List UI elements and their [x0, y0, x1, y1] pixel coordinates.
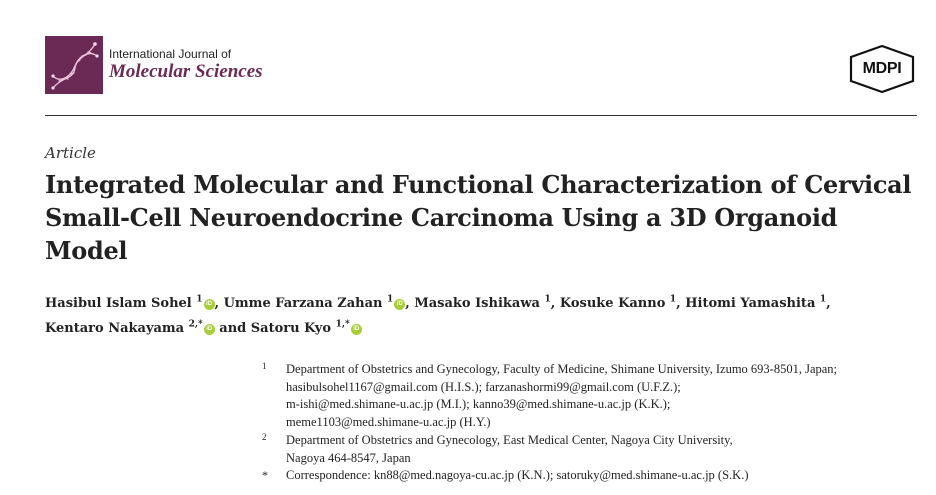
author-affiliation-mark: 2,* [188, 319, 203, 330]
author-affiliation-mark: 1 [819, 294, 827, 305]
author-affiliation-mark: 1 [387, 294, 394, 305]
affiliation-mark: 2 [262, 431, 267, 442]
affiliation-mark: 1 [262, 361, 267, 371]
affiliation-line[interactable]: Correspondence: kn88@med.nagoya-cu.ac.jp (K.N.); satoruky@med.shimane-u.ac.jp (S.K.) [286, 468, 749, 483]
author[interactable] [560, 296, 676, 311]
author[interactable] [414, 296, 550, 311]
author-name: Masako Ishikawa [414, 296, 540, 311]
article-title: Integrated Molecular and Functional Characterization of Cervical Small-Cell Neuroendocrine Carcinoma Using a 3D Organoid Model [45, 170, 912, 265]
dna-helix-icon [45, 36, 103, 94]
orcid-icon[interactable]: iD [351, 324, 362, 335]
author[interactable] [45, 296, 215, 311]
journal-logo[interactable] [45, 36, 103, 94]
affiliation [262, 361, 932, 432]
author-affiliation-mark: 1 [196, 294, 203, 305]
affiliation-line: Department of Obstetrics and Gynecology, East Medical Center, Nagoya City University, [286, 432, 733, 447]
affiliation-line: Department of Obstetrics and Gynecology, Faculty of Medicine, Shimane University, Izumo 693-8501, Japan; [286, 362, 838, 376]
affiliation-line[interactable]: meme1103@med.shimane-u.ac.jp (H.Y.) [286, 415, 491, 430]
author-name: Kosuke Kanno [559, 296, 666, 311]
author-affiliation-mark: 1 [544, 294, 551, 305]
journal-name [109, 47, 263, 83]
author-name: Hasibul Islam Sohel [45, 296, 192, 311]
affiliation-mark: * [262, 468, 268, 483]
author-list: Hasibul Islam Sohel $^1$ iD , Umme Farzana Zahan $^1$ iD , Masako Ishikawa $^1$, Kosuke Kanno $^1$, Hitomi Yamashita $^1$, Kentaro Nakayama $^{2,*}$ iD and Satoru Kyo $^{1,*}$ iD [45, 294, 831, 336]
orcid-icon[interactable]: iD [394, 299, 405, 310]
author[interactable] [224, 296, 406, 311]
authors-joiner: and [219, 321, 247, 336]
affiliation-line[interactable]: hasibulsohel1167@gmail.com (H.I.S.); farzanashormi99@gmail.com (U.F.Z.); [286, 379, 681, 394]
affiliation [262, 432, 932, 467]
publisher-logo[interactable] [847, 44, 917, 94]
orcid-icon[interactable]: iD [204, 324, 215, 335]
journal-name-line2: Molecular Sciences [109, 61, 263, 82]
journal-name-line1: International Journal of [109, 47, 232, 61]
publisher-name: MDPI [862, 60, 902, 77]
author[interactable] [45, 321, 215, 336]
affiliation-line[interactable]: m-ishi@med.shimane-u.ac.jp (M.I.); kanno39@med.shimane-u.ac.jp (K.K.); [286, 397, 671, 412]
author-name: Kentaro Nakayama [45, 321, 185, 336]
journal-header [45, 36, 917, 96]
author[interactable] [685, 296, 826, 311]
orcid-icon[interactable]: iD [204, 299, 215, 310]
author-name: Umme Farzana Zahan [223, 296, 383, 311]
author-name: Hitomi Yamashita [685, 296, 816, 311]
affiliation-line: Nagoya 464-8547, Japan [286, 450, 411, 465]
article-type: Article [45, 144, 96, 162]
author[interactable] [251, 321, 362, 336]
affiliation-list [262, 361, 932, 485]
header-divider [45, 115, 917, 116]
author-affiliation-mark: 1,* [335, 319, 350, 330]
author-affiliation-mark: 1 [669, 294, 677, 305]
affiliation [262, 467, 932, 485]
author-name: Satoru Kyo [250, 321, 332, 336]
